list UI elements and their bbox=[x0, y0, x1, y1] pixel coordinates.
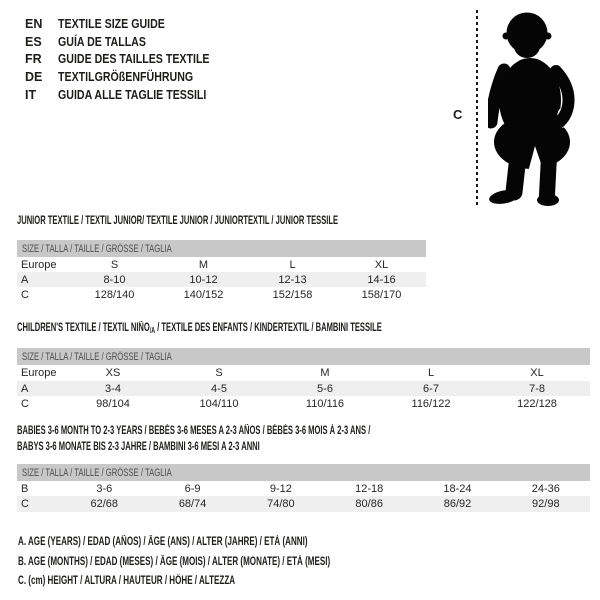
column-header: L bbox=[289, 258, 296, 271]
column-header: XL bbox=[530, 367, 544, 379]
guide-title-it: GUIDA ALLE TAGLIE TESSILI bbox=[58, 87, 207, 102]
size-header-label: SIZE / TALLA / TAILLE / GRÖSSE / TAGLIA bbox=[22, 466, 172, 479]
language-row-en bbox=[25, 15, 236, 33]
column-header: XL bbox=[374, 258, 389, 271]
size-header-label: SIZE / TALLA / TAILLE / GRÖSSE / TAGLIA bbox=[22, 242, 172, 255]
language-code: IT bbox=[25, 87, 37, 102]
column-header: M bbox=[320, 367, 330, 379]
cell: 122/128 bbox=[517, 397, 557, 410]
row-label: Europe bbox=[21, 258, 57, 271]
table-row-europe bbox=[17, 365, 590, 381]
size-header-bar bbox=[17, 240, 426, 257]
language-code: DE bbox=[25, 69, 43, 84]
cell: 6-9 bbox=[184, 482, 201, 495]
cell: 14-16 bbox=[337, 272, 426, 287]
footnote-c: C. (cm) HEIGHT / ALTURA / HAUTEUR / HÖHE / ALTEZZA bbox=[18, 575, 236, 587]
language-row-de bbox=[25, 68, 236, 86]
language-code: ES bbox=[25, 34, 42, 49]
children-title-prefix: CHILDREN'S TEXTILE / TEXTIL NIÑO bbox=[17, 322, 150, 334]
language-code: EN bbox=[25, 16, 43, 31]
cell: 24-36 bbox=[531, 482, 560, 495]
cell: 98/104 bbox=[96, 397, 130, 410]
cell: 86/92 bbox=[413, 496, 501, 512]
language-title-list bbox=[25, 15, 236, 103]
children-title-subscript: /A bbox=[149, 326, 156, 335]
table-row-height bbox=[17, 396, 590, 411]
language-row-it bbox=[25, 86, 236, 104]
junior-textile-section bbox=[17, 215, 426, 302]
size-header-label: SIZE / TALLA / TAILLE / GRÖSSE / TAGLIA bbox=[22, 350, 172, 363]
cell: 5-6 bbox=[272, 381, 378, 396]
cell: 3-4 bbox=[60, 381, 166, 396]
cell: 140/152 bbox=[183, 288, 224, 301]
cell: 152/158 bbox=[272, 288, 313, 301]
cell: 10-12 bbox=[159, 272, 248, 287]
children-size-table bbox=[17, 348, 590, 411]
cell: 8-10 bbox=[70, 272, 159, 287]
row-label: Europe bbox=[21, 367, 57, 379]
row-label: C bbox=[21, 397, 29, 410]
footnote-legend bbox=[18, 533, 464, 592]
guide-title-fr: GUIDE DES TAILLES TEXTILE bbox=[58, 52, 210, 67]
children-textile-section bbox=[17, 322, 590, 411]
cell: 68/74 bbox=[148, 496, 236, 512]
cell: 9-12 bbox=[269, 482, 292, 495]
language-code: FR bbox=[25, 52, 42, 67]
height-measure-label: C bbox=[453, 107, 463, 122]
column-header: M bbox=[198, 258, 209, 271]
cell: 12-13 bbox=[248, 272, 337, 287]
cell: 6-7 bbox=[378, 381, 484, 396]
size-header-bar bbox=[17, 348, 590, 365]
cell: 7-8 bbox=[484, 381, 590, 396]
cell: 74/80 bbox=[237, 496, 325, 512]
row-label: C bbox=[21, 288, 29, 301]
table-row-europe bbox=[17, 257, 426, 272]
guide-title-en: TEXTILE SIZE GUIDE bbox=[58, 16, 165, 31]
footnote-b: B. AGE (MONTHS) / EDAD (MESES) / ÂGE (MOIS) / ALTER (MONATE) / ETÀ (MESI) bbox=[18, 555, 331, 568]
cell: 104/110 bbox=[199, 397, 239, 410]
table-row-age bbox=[17, 272, 426, 287]
babies-table-title-line2: BABYS 3-6 MONATE BIS 2-3 JAHRE / BAMBINI 3-6 MESI A 2-3 ANNI bbox=[17, 440, 260, 453]
babies-size-table bbox=[17, 464, 590, 512]
babies-textile-section bbox=[17, 424, 590, 512]
cell: 158/170 bbox=[361, 288, 402, 301]
cell: 128/140 bbox=[94, 288, 135, 301]
footnote-a: A. AGE (YEARS) / EDAD (AÑOS) / ÂGE (ANS) / ALTER (JAHRE) / ETÀ (ANNI) bbox=[18, 536, 308, 548]
column-header: S bbox=[215, 367, 223, 379]
table-row-age-months bbox=[17, 481, 590, 496]
cell: 12-18 bbox=[355, 482, 384, 495]
column-header: L bbox=[427, 367, 435, 379]
guide-title-de: TEXTILGRÖßENFÜHRUNG bbox=[58, 69, 194, 84]
table-row-age bbox=[17, 381, 590, 396]
height-measure-dotted-line bbox=[476, 10, 478, 208]
cell: 116/122 bbox=[411, 397, 451, 410]
row-label: C bbox=[17, 496, 60, 512]
cell: 80/86 bbox=[325, 496, 413, 512]
children-title-suffix: / TEXTILE DES ENFANTS / KINDERTEXTIL / BAMBINI TESSILE bbox=[155, 322, 382, 334]
cell: 110/116 bbox=[305, 397, 345, 410]
cell: 62/68 bbox=[60, 496, 148, 512]
language-row-fr bbox=[25, 50, 236, 68]
babies-table-title-line1: BABIES 3-6 MONTH TO 2-3 YEARS / BEBÉS 3-6 MESES A 2-3 AÑOS / BÉBÉS 3-6 MOIS À 2-3 ANS / bbox=[17, 425, 371, 437]
cell: 18-24 bbox=[443, 482, 472, 495]
table-row-height bbox=[17, 287, 426, 302]
guide-title-es: GUÍA DE TALLAS bbox=[58, 34, 146, 49]
language-row-es bbox=[25, 33, 236, 51]
junior-table-title: JUNIOR TEXTILE / TEXTIL JUNIOR/ TEXTILE JUNIOR / JUNIORTEXTIL / JUNIOR TESSILE bbox=[17, 215, 339, 227]
children-table-title bbox=[17, 322, 590, 337]
cell: 92/98 bbox=[502, 496, 590, 512]
table-row-height bbox=[17, 496, 590, 512]
baby-silhouette-icon bbox=[488, 8, 594, 210]
size-header-bar bbox=[17, 464, 590, 481]
column-header: XS bbox=[105, 367, 121, 379]
column-header: S bbox=[110, 258, 119, 271]
row-label: A bbox=[17, 381, 60, 396]
cell: 4-5 bbox=[166, 381, 272, 396]
row-label: B bbox=[21, 482, 29, 495]
junior-size-table bbox=[17, 240, 426, 302]
cell: 3-6 bbox=[96, 482, 113, 495]
row-label: A bbox=[17, 272, 70, 287]
